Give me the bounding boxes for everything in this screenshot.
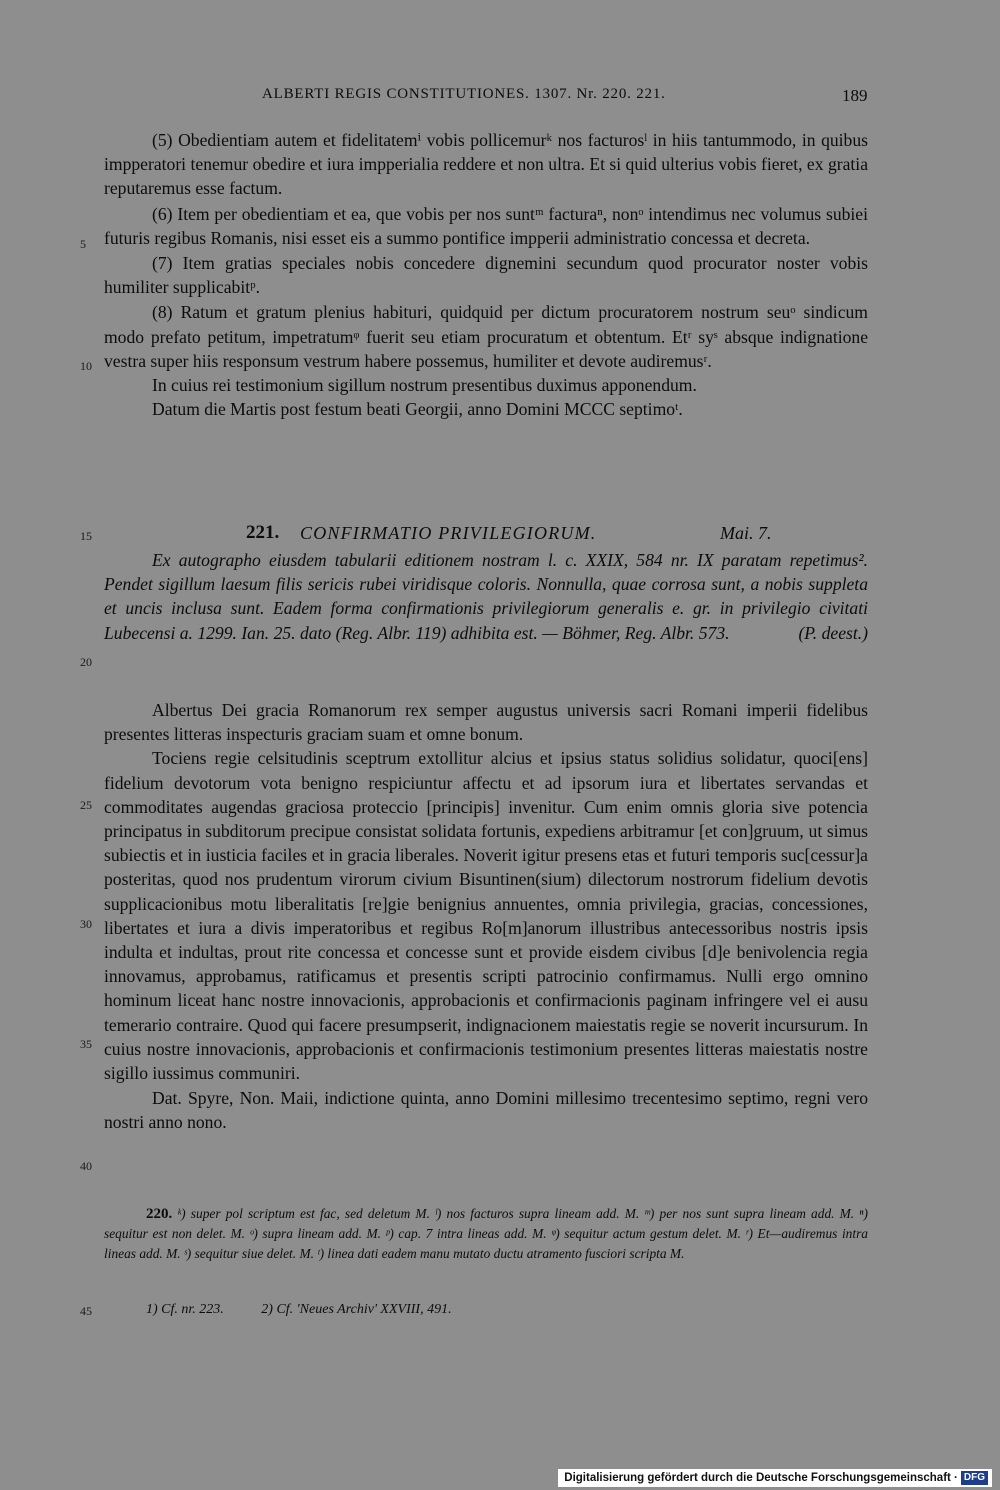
line-number: 40 xyxy=(80,1159,92,1173)
sealing-clause: In cuius rei testimonium sigillum nostrum presentibus duximus apponendum. xyxy=(152,375,697,396)
page-number: 189 xyxy=(842,86,868,105)
intro-note: (P. deest.) xyxy=(798,622,868,643)
document-221-text xyxy=(104,698,868,1135)
document-number: 221. xyxy=(246,522,280,543)
paragraph-7: (7) Item gratias speciales nobis concedere dignemini secundum quod procurator noster vobis humiliter supplicabitᵖ. xyxy=(104,253,868,298)
salutation-paragraph: Albertus Dei gracia Romanorum rex semper augustus universis sacri Romani imperii fidelibus presentes litteras inspecturis graciam suam et omne bonum. xyxy=(104,700,868,745)
section-heading-221 xyxy=(104,522,868,546)
line-number: 10 xyxy=(80,359,92,373)
line-number: 15 xyxy=(80,529,92,543)
document-220-continuation xyxy=(104,128,868,421)
references xyxy=(146,1302,486,1318)
footnote-label: 220. xyxy=(146,1206,173,1222)
editorial-introduction xyxy=(104,548,868,645)
page-header xyxy=(0,86,1000,110)
paragraph-6: (6) Item per obedientiam et ea, que vobis per nos suntᵐ facturaⁿ, nonᵒ intendimus nec volumus subiei futuris regibus Romanis, nisi esset eis a summo pontifice impperii administratio concessa et decreta. xyxy=(104,203,868,248)
dating-paragraph: Dat. Spyre, Non. Maii, indictione quinta, anno Domini millesimo trecentesimo septimo, regni vero nostri anno nono. xyxy=(104,1088,868,1133)
dating-clause: Datum die Martis post festum beati Georgii, anno Domini MCCC septimoᵗ. xyxy=(152,399,683,420)
line-number: 25 xyxy=(80,798,92,812)
dfg-funding-banner xyxy=(558,1469,992,1487)
dfg-banner-text: Digitalisierung gefördert durch die Deutsche Forschungsgemeinschaft · xyxy=(564,1472,958,1484)
document-date: Mai. 7. xyxy=(720,523,772,543)
line-number: 5 xyxy=(80,237,86,251)
paragraph-5: (5) Obedientiam autem et fidelitatemⁱ vobis pollicemurᵏ nos facturosˡ in hiis tantummodo, in quibus impperatori tenemur obedire et iura impperialia reddere et non ultra. Et si quid ulterius vobis fieret, ex gratia reputaremus esse factum. xyxy=(104,130,868,199)
reference-2: 2) Cf. 'Neues Archiv' XXVIII, 491. xyxy=(261,1302,452,1317)
line-number: 20 xyxy=(80,655,92,669)
reference-1: 1) Cf. nr. 223. xyxy=(146,1302,224,1317)
footnote-text: ᵏ) super pol scriptum est fac, sed deletum M. ˡ) nos facturos supra lineam add. M. ᵐ) per nos sunt supra lineam add. M. ⁿ) sequitur est non delet. M. ᵒ) supra lineam add. M. ᵖ) cap. 7 intra lineas add. M. ᵠ) sequitur actum gestum delet. M. ʳ) Et—audiremus intra lineas add. M. ˢ) sequitur siue delet. M. ᵗ) linea dati eadem manu mutato ductu atramento fusciori scripta M. xyxy=(104,1206,868,1261)
line-number: 30 xyxy=(80,917,92,931)
line-number: 35 xyxy=(80,1037,92,1051)
dfg-logo: DFG xyxy=(961,1471,988,1485)
intro-text: Ex autographo eiusdem tabularii editionem nostram l. c. XXIX, 584 nr. IX paratam repetimus². Pendet sigillum laesum filis sericis rubei viridisque coloris. Nonnulla, quae corrosa sunt, a nobis suppleta et uncis inclusa sunt. Eadem forma confirmationis privilegiorum generalis e. gr. in privilegio civitati Lubecensi a. 1299. Ian. 25. dato (Reg. Albr. 119) adhibita est. — Böhmer, Reg. Albr. 573. xyxy=(104,550,868,643)
document-title: CONFIRMATIO PRIVILEGIORUM. xyxy=(300,523,597,543)
running-head: ALBERTI REGIS CONSTITUTIONES. 1307. Nr. 220. 221. xyxy=(262,86,666,102)
paragraph-8: (8) Ratum et gratum plenius habituri, quidquid per dictum procuratorem nostrum seuᵒ sindicum modo prefato petitum, impetratumᵠ fuerit seu etiam procuratum et obtentum. Etʳ syˢ absque indignatione vestra super hiis responsum vestrum habere possemus, humiliter et devote audiremusʳ. xyxy=(104,302,868,371)
line-number: 45 xyxy=(80,1304,92,1318)
main-paragraph: Tociens regie celsitudinis sceptrum extollitur alcius et ipsius status solidius solidatur, quoci[ens] fidelium devotorum vota benigno respiciuntur affectu et ad ipsorum iura et libertates servandas et commoditates augendas graciosa proteccio [principis] invenitur. Cum enim omnis gloria sive potencia principatus in subditorum precipue consistat solidata fortunis, expediens arbitramur [et con]gruum, ut simus subiectis et in iusticia faciles et in gracia liberales. Noverit igitur presens etas et futuri temporis suc[cessur]a posteritas, quod nos prudentum virorum civium Bisuntinen(sium) dilectorum nostrorum fidelium devotis supplicacionibus motu liberalitatis [re]gie benignius annuentes, omnia privilegia, gracias, concessiones, libertates et iura a divis imperatoribus et regibus Ro[m]anorum illustribus antecessoribus nostris ipsis indulta et indultas, prout rite concessa et concesse sunt et provide eisdem civibus [d]e benivolencia regia innovamus, approbamus, ratificamus et presentis scripti patrocinio confirmamus. Nulli ergo omnino hominum liceat hanc nostre innovacionis, approbacionis et confirmacionis paginam infringere vel ei ausu temerario contraire. Quod qui facere presumpserit, indignacionem maiestatis regie se noverit incursurum. In cuius nostre innovacionis, approbacionis et confirmacionis testimonium presentes litteras maiestatis nostre sigillo iussimus communiri. xyxy=(104,748,868,1084)
footnotes xyxy=(104,1204,868,1264)
